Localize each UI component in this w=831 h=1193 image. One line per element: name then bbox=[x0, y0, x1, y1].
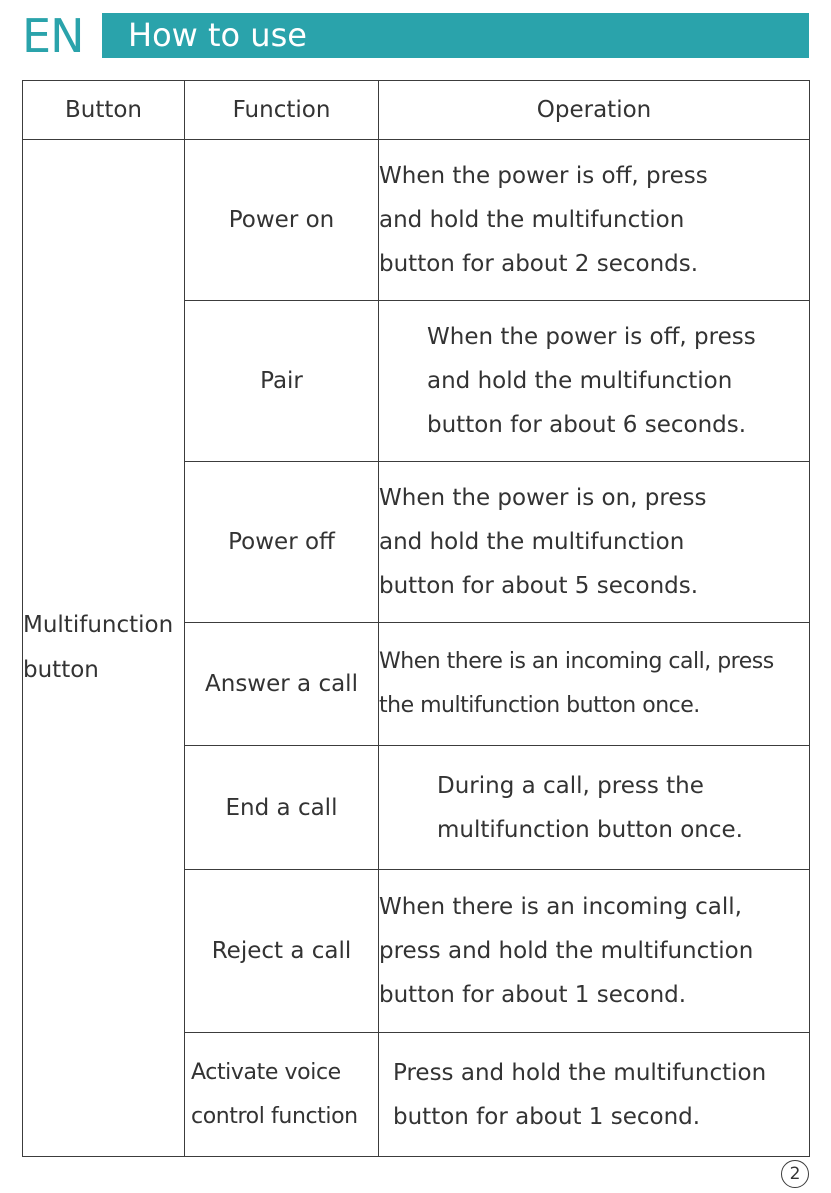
operation-cell bbox=[379, 623, 810, 746]
operation-line: and hold the multifunction bbox=[379, 529, 685, 555]
function-cell bbox=[185, 140, 379, 301]
operation-line: multifunction button once. bbox=[437, 816, 743, 843]
header-button: Button bbox=[23, 81, 185, 140]
table-row bbox=[23, 140, 810, 301]
button-name-cell bbox=[23, 140, 185, 1157]
page-number: 2 bbox=[781, 1160, 809, 1188]
function-label: Activate voice bbox=[191, 1059, 341, 1085]
page-header bbox=[22, 10, 809, 62]
operation-cell bbox=[379, 301, 810, 462]
operation-line: press and hold the multifunction bbox=[379, 938, 754, 964]
operation-line: button for about 1 second. bbox=[379, 982, 687, 1008]
function-label: Power off bbox=[228, 529, 335, 555]
function-label: control function bbox=[191, 1103, 358, 1129]
function-label: Pair bbox=[260, 368, 303, 394]
header-function: Function bbox=[185, 81, 379, 140]
function-label: End a call bbox=[225, 794, 338, 821]
operation-line: and hold the multifunction bbox=[379, 207, 685, 233]
function-label: Power on bbox=[228, 207, 335, 233]
title-bar bbox=[102, 13, 809, 58]
function-cell bbox=[185, 1033, 379, 1157]
operation-line: button for about 2 seconds. bbox=[379, 251, 699, 277]
button-name-line: button bbox=[23, 657, 99, 683]
operation-line: the multifunction button once. bbox=[379, 693, 700, 718]
function-cell bbox=[185, 746, 379, 870]
operation-cell bbox=[379, 462, 810, 623]
operation-cell bbox=[379, 140, 810, 301]
operation-line: and hold the multifunction bbox=[427, 368, 733, 394]
function-cell bbox=[185, 301, 379, 462]
operation-line: Press and hold the multifunction bbox=[393, 1059, 767, 1086]
page-title: How to use bbox=[128, 16, 307, 54]
operation-line: button for about 6 seconds. bbox=[427, 412, 747, 438]
operation-line: When the power is off, press bbox=[379, 163, 708, 189]
operation-cell bbox=[379, 870, 810, 1033]
header-operation: Operation bbox=[379, 81, 810, 140]
operation-line: When there is an incoming call, bbox=[379, 894, 742, 920]
language-code: EN bbox=[22, 9, 84, 63]
operation-cell bbox=[379, 1033, 810, 1157]
function-cell bbox=[185, 623, 379, 746]
table-header-row bbox=[23, 81, 810, 140]
operation-line: button for about 5 seconds. bbox=[379, 573, 699, 599]
operation-line: When the power is off, press bbox=[427, 324, 756, 350]
instructions-table bbox=[22, 80, 810, 1157]
function-cell bbox=[185, 462, 379, 623]
button-name-line: Multifunction bbox=[23, 612, 174, 638]
function-label: Reject a call bbox=[211, 938, 352, 964]
function-cell bbox=[185, 870, 379, 1033]
operation-cell bbox=[379, 746, 810, 870]
operation-line: button for about 1 second. bbox=[393, 1103, 701, 1130]
operation-line: When there is an incoming call, press bbox=[379, 649, 774, 674]
operation-line: During a call, press the bbox=[437, 772, 704, 799]
operation-line: When the power is on, press bbox=[379, 485, 707, 511]
function-label: Answer a call bbox=[205, 671, 358, 697]
